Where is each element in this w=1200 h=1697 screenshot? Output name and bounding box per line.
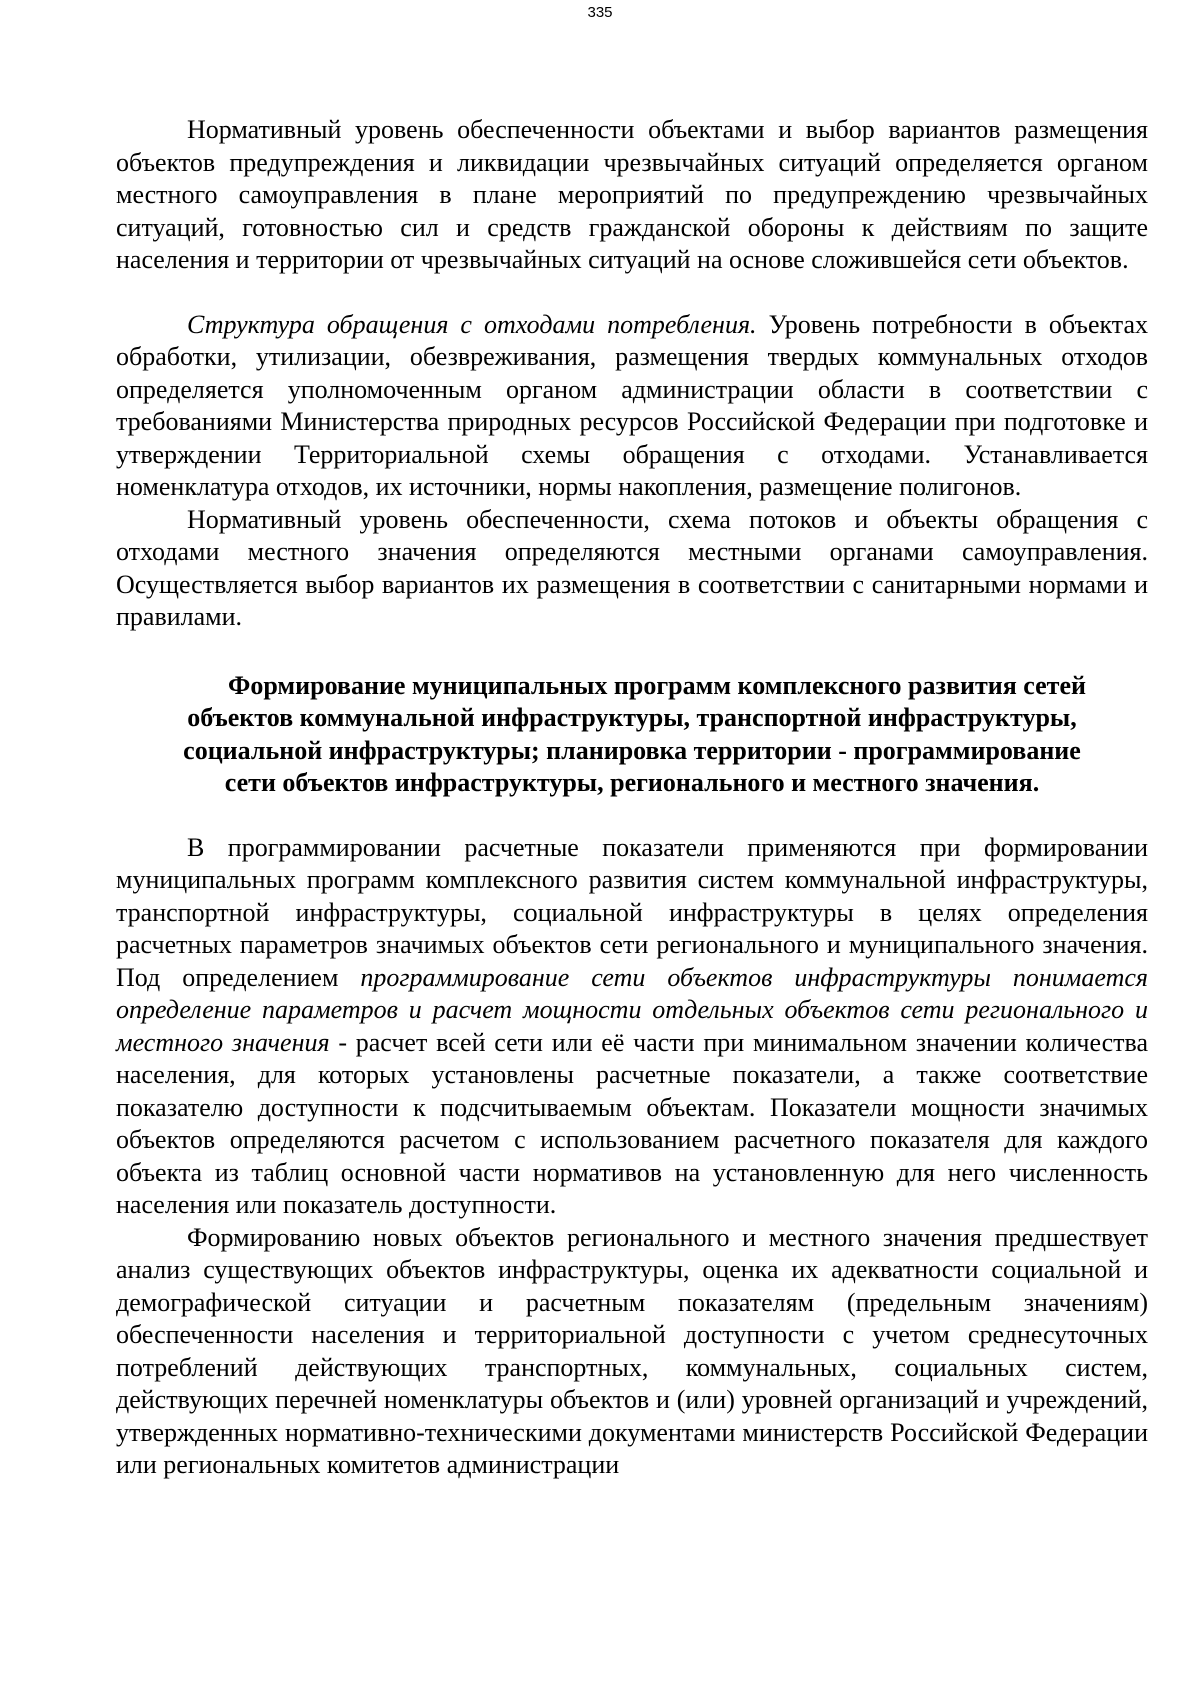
paragraph-emergency-objects: Нормативный уровень обеспеченности объектами и выбор вариантов размещения объектов предупреждения и ликвидации чрезвычайных ситуаций определяется органом местного самоуправления в плане мероприятий по предупреждению чрезвычайных ситуаций, готовностью сил и средств гражданской обороны к действиям по защите населения и территории от чрезвычайных ситуаций на основе сложившейся сети объектов. — [116, 115, 1148, 274]
paragraph-spacer — [116, 277, 1148, 309]
section-heading-line: объектов коммунальной инфраструктуры, транспортной инфраструктуры, — [187, 703, 1077, 732]
document-body — [116, 114, 1148, 1482]
paragraph-text: Уровень потребности в объектах обработки, утилизации, обезвреживания, размещения твердых коммунальных отходов определяется уполномоченным органом администрации области в соответствии с требованиями Министерства природных ресурсов Российской Федерации при подготовке и утверждении Территориальной схемы обращения с отходами. Устанавливается номенклатура отходов, их источники, нормы накопления, размещение полигонов. — [116, 309, 1149, 501]
section-heading-line: сети объектов инфраструктуры, регионального и местного значения. — [224, 768, 1040, 797]
paragraph-waste-local: Нормативный уровень обеспеченности, схема потоков и объекты обращения с отходами местного значения определяются местными органами самоуправления. Осуществляется выбор вариантов их размещения в соответствии с санитарными нормами и правилами. — [116, 504, 1148, 631]
paragraph-text: - расчет всей сети или её части при минимальном значении количества населения, для которых установлены расчетные показатели, а также соответствие показателю доступности к подсчитываемым объектам. Показатели мощности значимых объектов определяются расчетом с использованием расчетного показателя для каждого объекта из таблиц основной части нормативов на установленную для него численность населения или показатель доступности. — [116, 1027, 1149, 1219]
paragraph-spacer — [116, 800, 1148, 832]
paragraph-waste-structure — [116, 309, 1148, 504]
paragraph-definition-italic: программирование сети объектов инфраструктуры понимается определение параметров и расчет мощности отдельных объектов сети регионального и местного значения — [116, 962, 1148, 1057]
page-number: 335 — [587, 4, 613, 21]
paragraph-text: В программировании расчетные показатели применяются при формировании муниципальных программ комплексного развития систем коммунальной инфраструктуры, транспортной инфраструктуры, социальной инфраструктуры в целях определения расчетных параметров значимых объектов сети регионального и муниципального значения. Под определением — [116, 832, 1148, 992]
section-heading — [116, 670, 1148, 800]
paragraph-new-objects: Формированию новых объектов регионального и местного значения предшествует анализ существующих объектов инфраструктуры, оценка их адекватности социальной и демографической ситуации и расчетным показателям (предельным значениям) обеспеченности населения и территориальной доступности с учетом среднесуточных потреблений действующих транспортных, коммунальных, социальных систем, действующих перечней номенклатуры объектов и (или) уровней организаций и учреждений, утвержденных нормативно-техническими документами министерств Российской Федерации или региональных комитетов администрации — [116, 1222, 1148, 1479]
section-heading-line: социальной инфраструктуры; планировка территории - программирование — [183, 735, 1081, 765]
section-heading-line: Формирование муниципальных программ комплексного развития сетей — [228, 670, 1086, 700]
paragraph-spacer — [116, 634, 1148, 670]
paragraph-programming — [116, 832, 1148, 1222]
paragraph-lead-italic: Структура обращения с отходами потребления. — [187, 309, 757, 339]
